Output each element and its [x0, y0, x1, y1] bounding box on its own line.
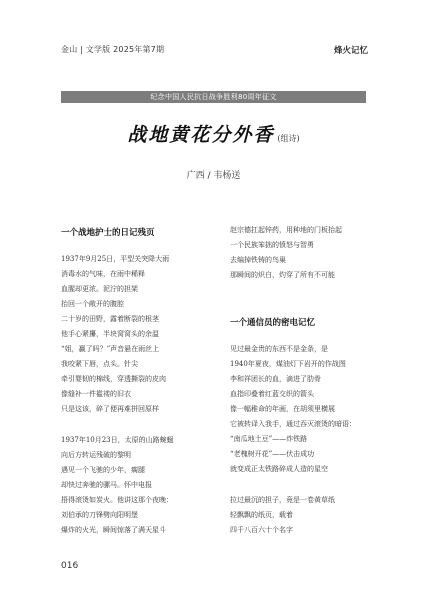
issue-info: 金山 | 文学版 2025年第7期	[61, 45, 165, 54]
poem-line: 拉过最沉的担子，竟是一卷黄草纸	[230, 496, 335, 504]
poem-line: 遇见一个飞驰的少年，瘸腿	[61, 466, 145, 474]
title-block	[61, 120, 366, 147]
poem-line: 牵引婴韧的棉线，穿透撕裂的皮肉	[61, 375, 166, 383]
poem-line: 血指印叠着红蓝交织的箭头	[230, 390, 314, 398]
section-heading-1: 一个战地护士的日记残页	[61, 228, 155, 238]
poem-line: 捂得滚烫如炭火。他讲这那个夜晚：	[61, 496, 173, 504]
poem-line: 我咬紧下唇，点头。针尖	[61, 360, 138, 368]
poem-title: 战地黄花分外香	[127, 124, 275, 146]
column-name: 烽火记忆	[333, 46, 368, 56]
banner: 纪念中国人民抗日战争胜利80周年征文	[61, 91, 366, 103]
poem-line: 抬回一个敞开的腹腔	[61, 300, 124, 308]
poem-line: 消毒水的气味，在雨中稀释	[61, 270, 145, 278]
poem-line: 四千八百六十个名字	[230, 526, 293, 534]
poem-line: 赵宗德扛起锌药，用种地的门板抬起	[230, 226, 342, 234]
poem-subtitle: (组诗)	[277, 134, 300, 143]
section-heading-2: 一个通信员的密电记忆	[230, 318, 316, 328]
poem-line: “南瓜地土豆”——炸铁路	[230, 435, 308, 443]
poem-line: 只是这该，碎了便再难拼回原样	[61, 405, 159, 413]
author: 广西 / 韦杨送	[186, 171, 241, 181]
poem-line: 像一幅稚命的年画，在胡须里横展	[230, 405, 335, 413]
poem-line: 1937年9月25日，平型关突降大雨	[61, 255, 170, 263]
page-number: 016	[61, 561, 79, 571]
poem-line: 刘伯承的刀锋劈向阳明堡	[61, 511, 138, 519]
poem-line: 1937年10月23日，太原的山路蜿蜒	[61, 436, 174, 444]
poem-line: “姐，赢了吗？”声音悬在雨丝上	[61, 345, 160, 353]
poem-line: 就变成正太铁路碎成人造的星空	[230, 465, 328, 473]
poem-line: 像缝补一件褴褛的旧衣	[61, 390, 131, 398]
poem-line: 他手心紧攥，半块窝窝头的余温	[61, 330, 159, 338]
poem-line: 轻飘飘的纸页，载着	[230, 511, 293, 519]
poem-line: 二十岁的田野，露着断裂的根茎	[61, 315, 159, 323]
poem-line: 那瞬间的炽白，灼穿了所有不可能	[230, 271, 335, 279]
poem-line: 血腥却更浓。泥泞的担架	[61, 285, 138, 293]
poem-line: 李和祥团长的血，滴进了肋骨	[230, 375, 321, 383]
poem-line: 一个民族笨拙的愤怒与智勇	[230, 241, 314, 249]
poem-line: “老槐树开花”——伏击成功	[230, 450, 315, 458]
poem-line: 爆炸的火光，瞬间惊落了满天星斗	[61, 526, 166, 534]
poem-line: 1940年夏夜，煤油灯下岩开的作战图	[230, 360, 346, 368]
poem-line: 去编掉铁铸的鸟巢	[230, 256, 286, 264]
poem-line: 却快过奔驰的骡马。怀中电报	[61, 481, 152, 489]
poem-line: 向后方转运残破的黎明	[61, 451, 131, 459]
poem-line: 见过最金贵的东西不是金条，是	[230, 345, 328, 353]
poem-line: 它被转译入我手，通过吞灭滚烫的暗语：	[230, 420, 356, 428]
